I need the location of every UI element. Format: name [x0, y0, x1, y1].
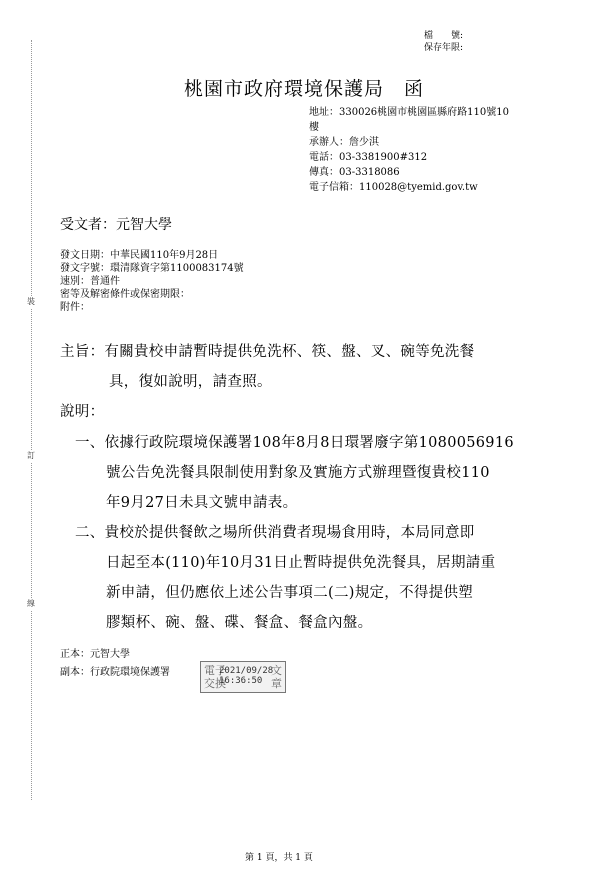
subject-line-1: 主旨：有關貴校申請暫時提供免洗杯、筷、盤、叉、碗等免洗餐	[60, 344, 475, 360]
electronic-exchange-seal	[200, 661, 286, 693]
recipient: 受文者：元智大學	[60, 217, 172, 233]
security-level: 密等及解密條件或保密期限：	[60, 289, 190, 300]
document-number: 發文字號：環清隊資字第1100083174號	[60, 263, 244, 274]
original-copy: 正本：元智大學	[60, 649, 130, 660]
meta-block	[60, 249, 244, 314]
cut-line-mark: 線	[27, 599, 35, 608]
retention-period-label: 保存年限:	[424, 43, 464, 53]
issue-date: 發文日期：中華民國110年9月28日	[60, 250, 219, 261]
handler: 承辦人：詹少淇	[309, 137, 379, 148]
fax: 傳真：03-3318086	[309, 167, 400, 178]
item-1-line-3: 年9月27日未具文號申請表。	[106, 495, 298, 511]
page-footer: 第 1 頁，共 1 頁	[245, 853, 313, 863]
seal-left-chars: 電子 交換	[204, 664, 226, 690]
item-1-line-2: 號公告免洗餐具限制使用對象及實施方式辦理暨復貴校110	[106, 465, 490, 481]
seal-timestamp: 2021/09/28 16:36:50	[219, 666, 274, 686]
item-2-line-3: 新申請，但仍應依上述公告事項二(二)規定，不得提供塑	[106, 585, 474, 601]
document-title: 桃園市政府環境保護局 函	[184, 78, 425, 100]
staple-mark: 訂	[27, 451, 35, 460]
subject-line-2: 具，復如說明，請查照。	[109, 374, 272, 390]
file-number-label: 檔 號:	[424, 31, 464, 41]
email: 電子信箱：110028@tyemid.gov.tw	[309, 182, 478, 193]
duplicate-copy: 副本：行政院環境保護署	[60, 667, 170, 678]
item-2-line-4: 膠類杯、碗、盤、碟、餐盒、餐盒內盤。	[106, 615, 373, 631]
phone: 電話：03-3381900#312	[309, 152, 428, 163]
explanation-heading: 說明：	[60, 404, 105, 420]
attachment: 附件：	[60, 302, 90, 313]
item-2-line-2: 日起至本(110)年10月31日止暫時提供免洗餐具，居期請重	[106, 555, 496, 571]
contact-block	[309, 105, 509, 195]
seal-right-chars: 文 章	[271, 664, 282, 690]
item-1-line-1: 一、依據行政院環境保護署108年8月8日環署廢字第1080056916	[75, 435, 514, 451]
binding-margin-line	[31, 40, 32, 800]
address-line-1: 地址：330026桃園市桃園區縣府路110號10	[309, 107, 509, 118]
binding-mark: 裝	[27, 297, 35, 306]
speed-class: 速別：普通件	[60, 276, 120, 287]
item-2-line-1: 二、貴校於提供餐飲之場所供消費者現場食用時，本局同意即	[75, 525, 475, 541]
address-line-2: 樓	[309, 122, 319, 133]
